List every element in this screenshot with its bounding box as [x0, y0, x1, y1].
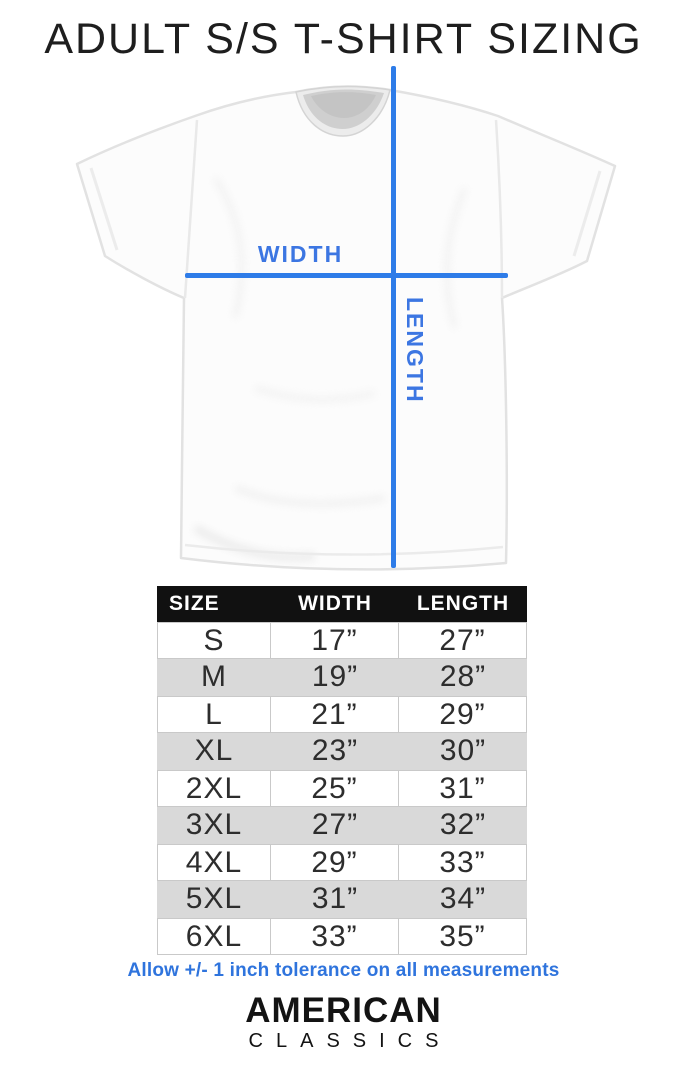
tolerance-note: Allow +/- 1 inch tolerance on all measurements	[127, 960, 560, 981]
cell-width: 25”	[271, 770, 399, 807]
cell-size: 5XL	[185, 882, 243, 915]
cell-length: 32”	[439, 808, 487, 841]
brand-logo	[0, 993, 687, 1052]
table-row	[157, 807, 527, 844]
cell-length: 31”	[399, 770, 527, 807]
cell-length: 35”	[399, 918, 527, 955]
table-row	[157, 918, 527, 955]
brand-name-secondary: CLASSICS	[248, 1030, 452, 1052]
cell-size: 6XL	[157, 918, 271, 955]
cell-width: 29”	[271, 844, 399, 881]
cell-length: 34”	[439, 882, 487, 915]
size-table-body	[157, 622, 527, 955]
table-row	[157, 770, 527, 807]
size-table	[157, 586, 527, 955]
cell-length: 33”	[399, 844, 527, 881]
brand-name-primary: AMERICAN	[245, 991, 442, 1030]
cell-size: S	[157, 622, 271, 659]
length-label: LENGTH	[402, 297, 428, 404]
header-length: LENGTH	[416, 592, 510, 615]
cell-size: 3XL	[185, 808, 243, 841]
table-row	[157, 622, 527, 659]
table-row	[157, 659, 527, 696]
cell-width: 17”	[271, 622, 399, 659]
cell-width: 33”	[271, 918, 399, 955]
table-row	[157, 733, 527, 770]
cell-length: 30”	[439, 734, 487, 767]
table-row	[157, 844, 527, 881]
cell-width: 21”	[271, 696, 399, 733]
width-label: WIDTH	[257, 241, 344, 267]
length-measure-line	[391, 66, 396, 568]
header-width: WIDTH	[298, 592, 372, 615]
cell-width: 27”	[311, 808, 359, 841]
header-size: SIZE	[169, 592, 220, 615]
cell-size: 4XL	[157, 844, 271, 881]
cell-width: 23”	[311, 734, 359, 767]
table-row	[157, 881, 527, 918]
cell-length: 27”	[399, 622, 527, 659]
cell-length: 28”	[439, 660, 487, 693]
cell-size: L	[157, 696, 271, 733]
table-row	[157, 696, 527, 733]
cell-length: 29”	[399, 696, 527, 733]
cell-size: M	[201, 660, 227, 693]
cell-width: 19”	[311, 660, 359, 693]
width-measure-line	[185, 273, 508, 278]
page-title: ADULT S/S T-SHIRT SIZING	[44, 15, 643, 63]
cell-size: 2XL	[157, 770, 271, 807]
tshirt-photo	[55, 58, 635, 583]
size-table-header	[157, 586, 527, 622]
cell-width: 31”	[311, 882, 359, 915]
cell-size: XL	[194, 734, 234, 767]
tshirt-illustration	[55, 58, 635, 583]
